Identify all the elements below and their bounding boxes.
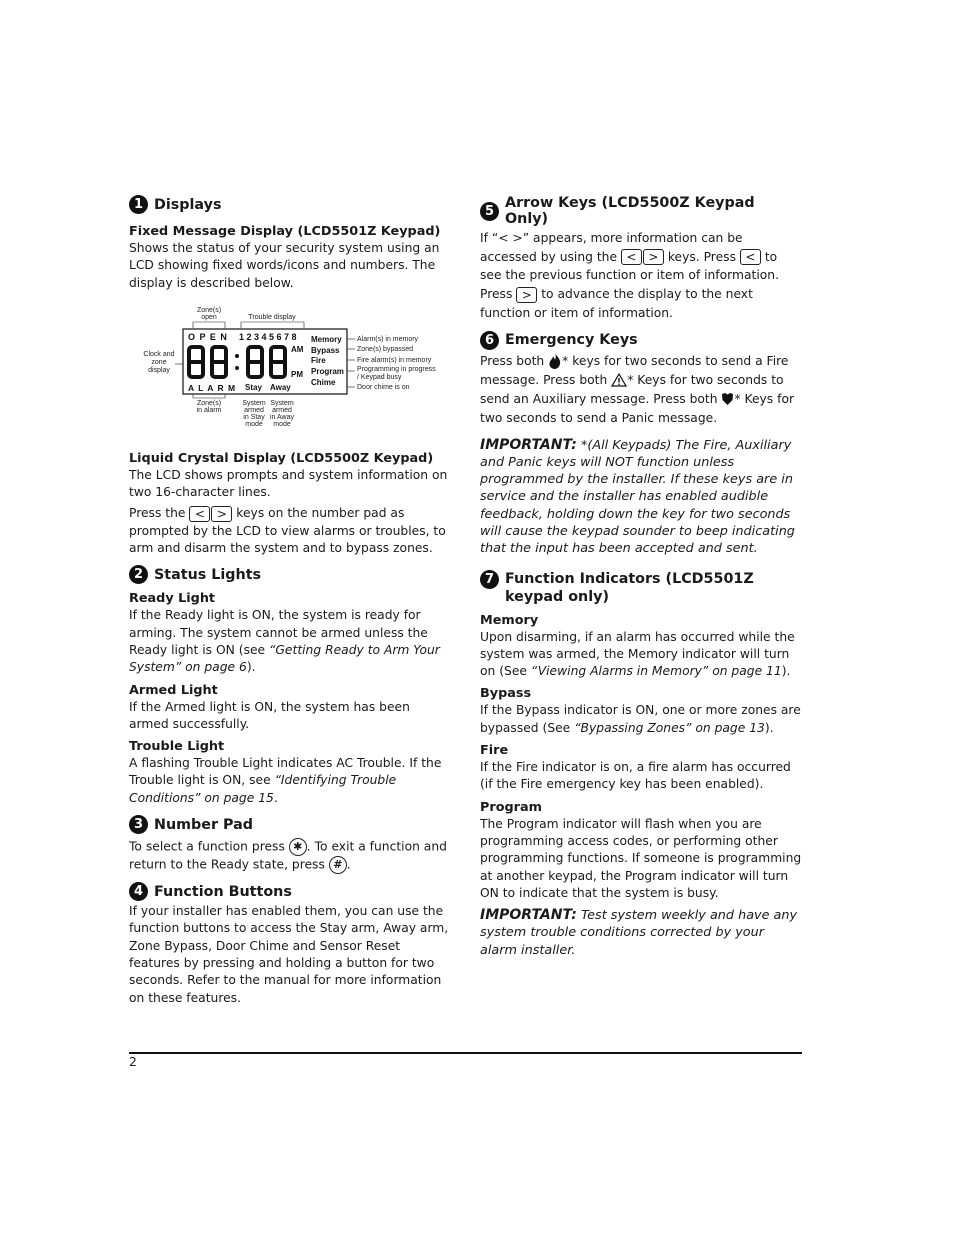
program-body: The Program indicator will flash when you are programming access codes, or performing other programming functions. If someone is programming at another keypad, the Program indicator will turn ON to indicate that the system is busy. <box>480 816 802 900</box>
section-emergency-keys-heading <box>480 331 802 350</box>
label-zone-open-2: open <box>201 313 217 321</box>
section-function-buttons-heading <box>129 882 449 901</box>
section-function-indicators-heading <box>480 570 802 606</box>
label-program: Program <box>311 366 344 376</box>
label-away: Away <box>270 382 291 392</box>
label-zones-bypassed: Zone(s) bypassed <box>357 345 414 353</box>
section-number: 5 <box>480 202 499 221</box>
arrow-keys-icon <box>189 506 232 522</box>
trouble-light-text: A flashing Trouble Light indicates AC Trouble. If the Trouble light is ON, see <box>129 756 442 788</box>
trouble-light-reference: “Identifying Trouble Conditions” on page 15 <box>129 773 397 805</box>
label-zones-alarm-2: in alarm <box>196 406 222 414</box>
bypass-end: ). <box>764 720 774 735</box>
warning-triangle-icon <box>611 373 627 387</box>
label-pm: PM <box>291 369 303 379</box>
label-clock: Clock and <box>143 350 175 358</box>
number-pad-body <box>129 838 449 874</box>
arrow-keys-body <box>480 229 802 323</box>
bypass-title: Bypass <box>480 686 532 702</box>
press-keys-paragraph <box>129 505 449 557</box>
left-arrow-key-icon: < <box>740 249 761 265</box>
important-label: IMPORTANT: <box>480 907 577 924</box>
press-keys-text: keys on the number pad as prompted by the LCD to view alarms or troubles, to arm and disarm the system and to bypass zones. <box>129 506 446 556</box>
important-text: *(All Keypads) The Fire, Auxiliary and Panic keys will NOT function unless programmed by the installer. If these keys are in service and the installer has enabled audible feedback, holding down the key for two seconds will cause the keypad sounder to beep indicating that the input has been accepted and sent. <box>480 437 795 557</box>
label-bypass: Bypass <box>311 345 340 355</box>
section-title: Function Buttons <box>154 883 292 900</box>
label-fire: Fire <box>311 355 326 365</box>
left-column <box>129 195 449 1007</box>
ready-light-text: If the Ready light is ON, the system is ready for arming. The system cannot be armed unless the Ready light is ON (see <box>129 608 428 657</box>
label-clock-2: zone <box>151 358 167 366</box>
number-pad-text-2: . To exit a function and return to the Ready state, press <box>129 839 447 872</box>
arrow-keys-text-3: to see the previous function or item of information. Press <box>480 249 779 302</box>
lcd-diagram-svg <box>139 304 449 434</box>
label-clock-3: display <box>148 366 170 374</box>
left-arrow-key-icon: < <box>189 506 210 522</box>
label-digits: 1 2 3 4 5 6 7 8 <box>239 331 297 342</box>
label-away-mode: System <box>270 399 294 407</box>
arrow-keys-text-2: keys. Press <box>667 249 736 264</box>
section-arrow-keys-heading <box>480 195 802 227</box>
right-arrow-key-icon: > <box>643 249 664 265</box>
fixed-display-title: Fixed Message Display (LCD5501Z Keypad) <box>129 224 441 239</box>
section-title: Emergency Keys <box>505 332 638 349</box>
memory-reference: “Viewing Alarms in Memory” on page 11 <box>530 664 782 679</box>
label-zones-alarm: Zone(s) <box>196 399 222 407</box>
label-away-mode-3: in Away <box>270 413 294 421</box>
number-pad-text-1: To select a function press <box>129 839 285 854</box>
label-chime: Chime <box>311 377 336 387</box>
emergency-keys-body <box>480 352 802 428</box>
right-arrow-key-icon: > <box>516 287 537 303</box>
section-number: 2 <box>129 565 148 584</box>
program-title: Program <box>480 799 542 815</box>
section-title: Number Pad <box>154 816 253 833</box>
hash-key-icon: # <box>329 856 347 874</box>
lcd-digits <box>189 347 285 377</box>
arrow-keys-text-4: to advance the display to the next function or item of information. <box>480 287 753 320</box>
function-buttons-body: If your installer has enabled them, you can use the function buttons to access the Stay arm, Away arm, Zone Bypass, Door Chime and Sensor Reset features by pressing and holding a button for two seconds. Refer to the manual for more information on these features. <box>129 904 449 1005</box>
label-open: O P E N <box>188 331 228 342</box>
section-status-lights-heading <box>129 565 449 584</box>
page-number: 2 <box>129 1055 137 1069</box>
arrow-keys-icon <box>621 249 664 265</box>
section-title: Displays <box>154 196 222 213</box>
bypass-body <box>480 702 802 737</box>
label-door-chime: Door chime is on <box>357 383 410 391</box>
number-pad-text-3: . <box>346 857 351 872</box>
label-trouble-display: Trouble display <box>248 313 296 321</box>
fire-title: Fire <box>480 743 509 759</box>
section-number: 1 <box>129 195 148 214</box>
emergency-text-2: * keys for two seconds to send a Fire message. Press both <box>480 353 789 387</box>
ready-light-title: Ready Light <box>129 591 216 607</box>
memory-title: Memory <box>480 612 539 628</box>
trouble-light-body <box>129 755 449 807</box>
label-stay-mode-4: mode <box>245 420 263 428</box>
memory-text: Upon disarming, if an alarm has occurred while the system was armed, the Memory indicator will turn on (See <box>480 629 795 679</box>
fire-icon <box>548 352 562 370</box>
section-displays-heading <box>129 195 449 214</box>
label-away-mode-2: armed <box>272 406 292 414</box>
label-stay-mode-2: armed <box>244 406 264 414</box>
armed-light-body: If the Armed light is ON, the system has been armed successfully. <box>129 699 410 731</box>
fire-body: If the Fire indicator is on, a fire alarm has occurred (if the Fire emergency key has been enabled). <box>480 760 791 792</box>
star-key-icon: ✱ <box>289 838 307 856</box>
section-number-pad-heading <box>129 815 449 834</box>
section-number: 6 <box>480 331 499 350</box>
police-badge-icon <box>721 392 734 406</box>
label-stay: Stay <box>245 382 262 392</box>
memory-body <box>480 629 802 681</box>
label-memory: Memory <box>311 334 342 344</box>
armed-light-title: Armed Light <box>129 682 218 698</box>
important-label: IMPORTANT: <box>480 436 577 453</box>
label-stay-mode-3: in Stay <box>243 413 265 421</box>
label-away-mode-4: mode <box>273 420 291 428</box>
important-note-2 <box>480 907 802 959</box>
label-zone-open: Zone(s) <box>196 306 222 314</box>
section-title: Arrow Keys (LCD5500Z Keypad Only) <box>505 195 755 227</box>
important-text: Test system weekly and have any system trouble conditions corrected by your alarm installer. <box>480 908 798 958</box>
right-arrow-key-icon: > <box>211 506 232 522</box>
press-the-text: Press the <box>129 506 186 521</box>
fixed-display-body: Shows the status of your security system using an LCD showing fixed words/icons and numbers. The display is described below. <box>129 241 440 290</box>
section-title: Status Lights <box>154 566 262 583</box>
label-programming-2: / Keypad busy <box>357 373 402 381</box>
emergency-text-1: Press both <box>480 353 545 368</box>
label-am: AM <box>291 344 304 354</box>
bypass-reference: “Bypassing Zones” on page 13 <box>574 720 765 735</box>
label-alarm-memory: Alarm(s) in memory <box>357 335 419 343</box>
emergency-text-3: * Keys for two seconds to send an Auxiliary message. Press both <box>480 372 784 406</box>
section-number: 7 <box>480 570 499 589</box>
lcd-display-title: Liquid Crystal Display (LCD5500Z Keypad) <box>129 450 434 466</box>
label-programming: Programming in progress <box>357 365 436 373</box>
ready-light-reference: “Getting Ready to Arm Your System” on page 6 <box>129 642 440 675</box>
label-stay-mode: System <box>242 399 266 407</box>
section-number: 3 <box>129 815 148 834</box>
label-alarm: A L A R M <box>188 382 237 393</box>
trouble-light-end: . <box>273 790 278 805</box>
lcd-display-body: The LCD shows prompts and system information on two 16-character lines. <box>129 467 448 500</box>
section-number: 4 <box>129 882 148 901</box>
ready-light-end: ). <box>246 660 256 675</box>
important-note-1 <box>480 437 802 558</box>
lcd-diagram <box>139 304 449 438</box>
emergency-text-4: * Keys for two seconds to send a Panic message. <box>480 391 795 425</box>
right-column <box>480 195 802 959</box>
memory-end: ). <box>781 664 791 679</box>
bypass-text: If the Bypass indicator is ON, one or more zones are bypassed (See <box>480 703 801 735</box>
ready-light-body <box>129 607 449 676</box>
footer-divider <box>129 1052 802 1054</box>
label-fire-memory: Fire alarm(s) in memory <box>357 356 432 364</box>
left-arrow-key-icon: < <box>621 249 642 265</box>
arrow-keys-text-1: If “< >” appears, more information can be accessed by using the <box>480 231 743 264</box>
section-title: Function Indicators (LCD5501Z keypad only) <box>505 570 754 605</box>
trouble-light-title: Trouble Light <box>129 739 225 755</box>
